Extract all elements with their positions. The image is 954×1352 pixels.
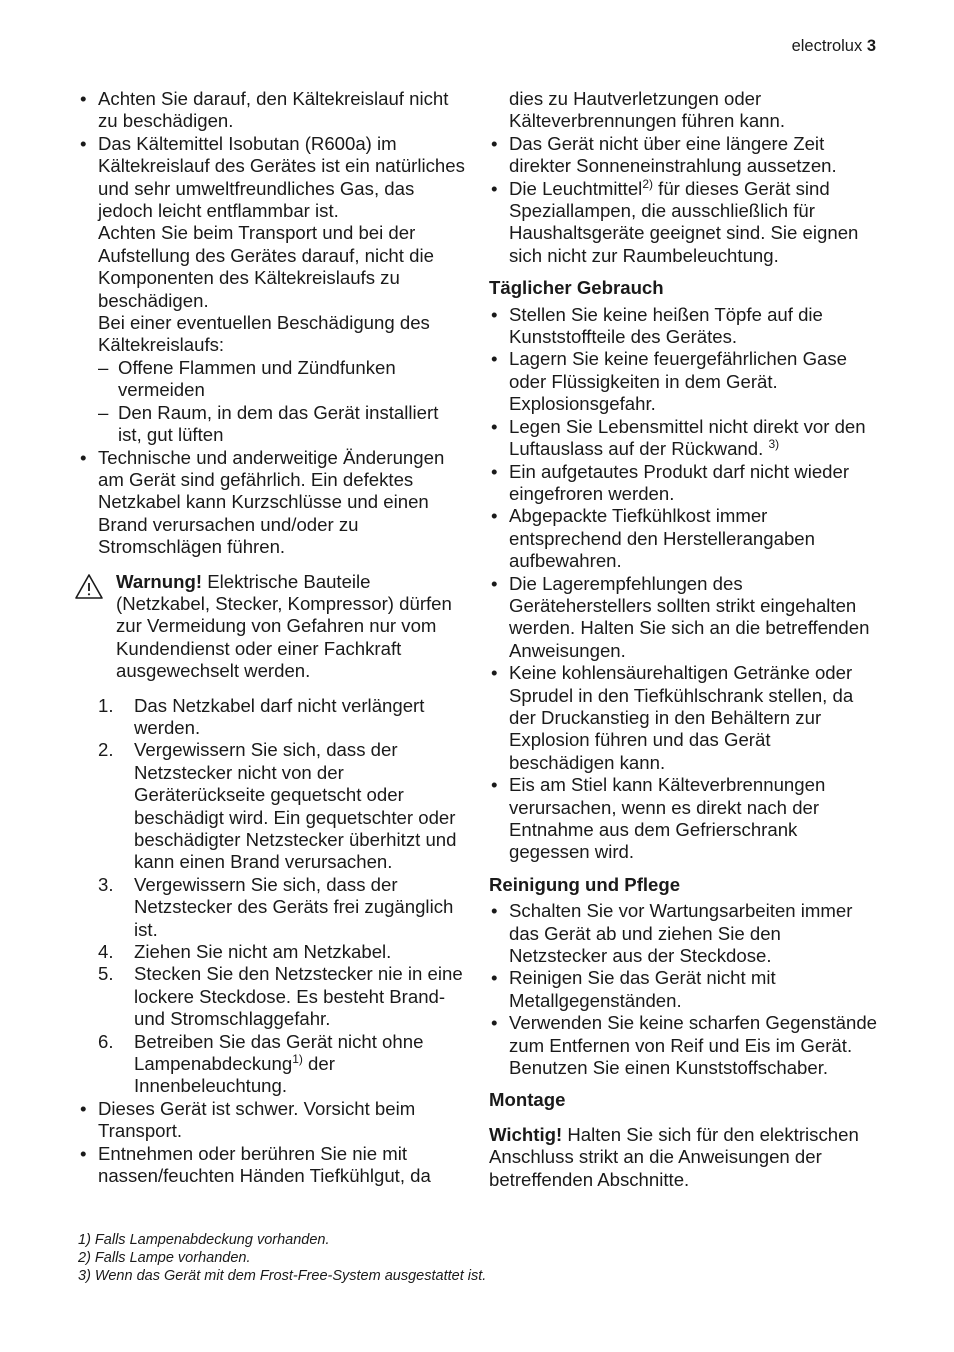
important-label: Wichtig! [489,1123,563,1145]
section-heading-daily-use: Täglicher Gebrauch [489,277,664,299]
list-item: • Dieses Gerät ist schwer. Vorsicht beim Transport. [78,1098,466,1143]
cleaning-list [489,900,879,1079]
numbered-item [78,1031,466,1098]
item-text: Betreiben Sie das Gerät nicht ohne Lampenabdeckung [134,1030,424,1075]
item-number: 1. [98,694,114,716]
warning-box [78,571,466,683]
footnotes [78,1232,878,1285]
page-number: 3 [866,37,876,55]
safety-list [78,88,466,559]
list-item: • Schalten Sie vor Wartungsarbeiten immer das Gerät ab und ziehen Sie den Netzstecker aus der Steckdose. [489,900,879,967]
item-number: 6. [98,1030,114,1052]
safety-list-continued [78,1098,466,1188]
numbered-item [78,695,466,740]
list-item: • Entnehmen oder berühren Sie nie mit nassen/feuchten Händen Tiefkühlgut, da [78,1143,466,1188]
item-text: für dieses Gerät sind Speziallampen, die ausschließlich für Haushaltsgeräte geeignet sind. Sie eignen sich nicht zur Raumbeleuchtung. [509,177,859,266]
dash-item: – Den Raum, in dem das Gerät installiert ist, gut lüften [98,402,466,447]
list-item: • Reinigen Sie das Gerät nicht mit Metallgegenständen. [489,967,879,1012]
dash-list [98,357,466,447]
list-item: • Abgepackte Tiefkühlkost immer entsprechend den Herstellerangaben aufbewahren. [489,505,879,572]
safety-list-right [489,133,879,267]
list-item: • Die Lagerempfehlungen des Geräteherstellers sollten strikt eingehalten werden. Halten Sie sich an die betreffenden Anweisungen. [489,573,879,663]
paragraph: Achten Sie beim Transport und bei der Aufstellung des Gerätes darauf, nicht die Komponenten des Kältekreislaufs zu beschädigen. [98,222,434,311]
numbered-item [78,941,466,963]
footnote: 2) Falls Lampe vorhanden. [78,1249,251,1266]
installation-note [489,1124,879,1191]
footnote: 1) Falls Lampenabdeckung vorhanden. [78,1232,330,1248]
section-heading-cleaning: Reinigung und Pflege [489,873,681,895]
list-item: • Technische und anderweitige Änderungen am Gerät sind gefährlich. Ein defektes Netzkabel kann Kurzschlüsse und einen Brand verursachen und/oder zu Stromschlägen führen. [78,447,466,559]
item-number: 5. [98,963,114,985]
page-header [792,36,876,56]
list-item: • Das Gerät nicht über eine längere Zeit direkter Sonneneinstrahlung aussetzen. [489,133,879,178]
item-text: Vergewissern Sie sich, dass der Netzstecker nicht von der Geräterückseite gequetscht oder beschädigt wird. Ein gequetschter oder beschädigter Netzstecker überhitzt und kann einen Brand verursachen. [134,739,457,873]
footnote-ref: 3) [768,437,780,452]
list-item: • Ein aufgetautes Produkt darf nicht wieder eingefroren werden. [489,461,879,506]
footnote-ref: 2) [642,176,653,191]
list-item: • Keine kohlensäurehaltigen Getränke oder Sprudel in den Tiefkühlschrank stellen, da der Druckanstieg in den Behältern zur Explosion führen und das Gerät beschädigen kann. [489,662,879,774]
list-item: • Verwenden Sie keine scharfen Gegenstände zum Entfernen von Reif und Eis im Gerät. Benutzen Sie einen Kunststoffschaber. [489,1012,879,1079]
paragraph: Bei einer eventuellen Beschädigung des Kältekreislaufs: [98,312,430,356]
item-text: Vergewissern Sie sich, dass der Netzstecker des Geräts frei zugänglich ist. [134,873,454,940]
list-item: • Achten Sie darauf, den Kältekreislauf nicht zu beschädigen. [78,88,466,133]
section-heading-installation: Montage [489,1089,566,1111]
warning-icon [74,573,104,600]
numbered-item [78,739,466,873]
footnote-ref: 1) [292,1052,303,1067]
item-text: Stecken Sie den Netzstecker nie in eine lockere Steckdose. Es besteht Brand- und Stromschlaggefahr. [134,963,463,1030]
daily-use-list [489,304,879,864]
installation-text: Halten Sie sich für den elektrischen Anschluss strikt an die Anweisungen der betreffenden Abschnitte. [489,1123,859,1190]
list-item [489,178,879,268]
warning-label: Warnung! [116,570,203,592]
brand-name: electrolux [791,37,863,55]
warning-body: Elektrische Bauteile (Netzkabel, Stecker, Kompressor) dürfen zur Vermeidung von Gefahren nur vom Kundendienst oder einer Fachkraft ausgewechselt werden. [116,570,452,682]
paragraph: • Das Kältemittel Isobutan (R600a) im Kältekreislauf des Gerätes ist ein natürliches und sehr umweltfreundliches Gas, das jedoch leicht entflammbar ist. [98,132,465,222]
dash-item: – Offene Flammen und Zündfunken vermeiden [98,357,466,402]
numbered-item [78,963,466,1030]
item-number: 4. [98,941,114,963]
item-text: Ziehen Sie nicht am Netzkabel. [134,941,392,963]
list-item [78,133,466,447]
warning-text [116,571,466,683]
item-text: Legen Sie Lebensmittel nicht direkt vor den Luftauslass auf der Rückwand. [509,415,866,460]
continued-text: dies zu Hautverletzungen oder Kälteverbrennungen führen kann. [509,88,786,132]
right-column [489,88,879,1191]
item-text: der Innenbeleuchtung. [134,1053,335,1097]
list-item: • Stellen Sie keine heißen Töpfe auf die Kunststoffteile des Gerätes. [489,304,879,349]
item-text: Die Leuchtmittel [509,177,643,199]
list-item: • Lagern Sie keine feuergefährlichen Gase oder Flüssigkeiten in dem Gerät. Explosionsgefahr. [489,348,879,415]
item-number: 3. [98,873,114,895]
numbered-item [78,874,466,941]
list-item: • Eis am Stiel kann Kälteverbrennungen verursachen, wenn es direkt nach der Entnahme aus dem Gefrierschrank gegessen wird. [489,774,879,864]
left-column [78,88,466,1188]
list-item [489,416,879,461]
footnote: 3) Wenn das Gerät mit dem Frost-Free-System ausgestattet ist. [78,1267,487,1284]
item-number: 2. [98,739,114,761]
item-text: Das Netzkabel darf nicht verlängert werden. [134,694,425,738]
numbered-list [78,695,466,1098]
